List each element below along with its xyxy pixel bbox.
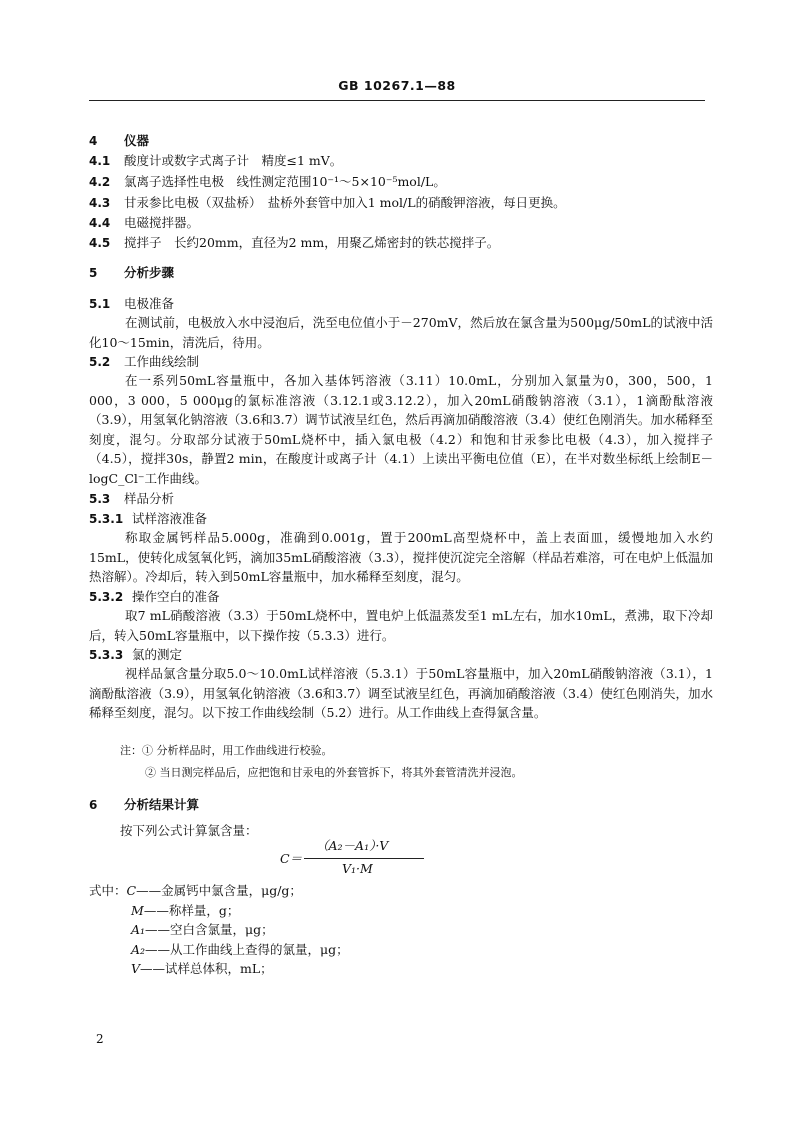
item-4-4: 4.4 电磁搅拌器。 <box>89 215 200 230</box>
section-5-3-1-text: 称取金属钙样品5.000g，准确到0.001g，置于200mL高型烧杯中，盖上表面皿，缓慢地加入水约15mL，使转化成氢氧化钙，滴加35mL硝酸溶液（3.3），搅拌使沉淀完全溶解（样品若难溶，可在电炉上低温加热溶解）。冷却后，转入到50mL容量瓶中，加水稀释至刻度，混匀。 <box>89 530 713 584</box>
section-5-3-2-heading: 5.3.2 操作空白的准备 <box>89 589 220 604</box>
page-number: 2 <box>96 1032 104 1046</box>
section-5-2-heading: 5.2 工作曲线绘制 <box>89 354 200 369</box>
section-5-1-text: 在测试前，电极放入水中浸泡后，洗至电位值小于－270mV，然后放在氯含量为500μg/50mL的试液中活化10～15min，清洗后，待用。 <box>89 315 713 350</box>
section-6-heading: 6 分析结果计算 <box>89 797 200 812</box>
item-4-1: 4.1 酸度计或数字式离子计 精度≤1 mV。 <box>89 153 343 168</box>
section-5-3-heading: 5.3 样品分析 <box>89 491 175 506</box>
formula-numerator: （A₂－A₁）·V <box>316 838 389 853</box>
section-5-3-2-text: 取7 mL硝酸溶液（3.3）于50mL烧杯中，置电炉上低温蒸发至1 mL左右，加水10mL，煮沸，取下冷却后，转入50mL容量瓶中，以下操作按（5.3.3）进行。 <box>89 608 713 643</box>
section-5-1-heading: 5.1 电极准备 <box>89 296 175 311</box>
definition-row: 式中：C——金属钙中氯含量，μg/g； <box>89 883 302 898</box>
note-1: 注：① 分析样品时，用工作曲线进行校验。 <box>120 744 333 757</box>
document-header: GB 10267.1—88 <box>338 78 456 93</box>
section-4-heading: 4 仪器 <box>89 133 150 148</box>
item-4-2: 4.2 氯离子选择性电极 线性测定范围10⁻¹～5×10⁻⁵mol/L。 <box>89 174 446 189</box>
section-5-2-text: 在一系列50mL容量瓶中，各加入基体钙溶液（3.11）10.0mL，分别加入氯量为0，300，500，1 000，3 000，5 000μg的氯标准溶液（3.12.1或3.12.2），加入20mL硝酸钠溶液（3.1），1滴酚酞溶液（3.9），用氢氧化钠溶液（3.6和3.7）调节试液呈红色，然后再滴加硝酸溶液（3.4）使红色刚消失。加水稀释至刻度，混匀。分取部分试液于50mL烧杯中，插入氯电极（4.2）和饱和甘汞参比电极（4.3），加入搅拌子（4.5），搅拌30s，静置2 min，在酸度计或离子计（4.1）上读出平衡电位值（E），在半对数坐标纸上绘制E－logC_Cl⁻工作曲线。 <box>89 373 713 486</box>
definition-row: M——称样量，g； <box>131 902 240 918</box>
definition-row: A₂——从工作曲线上查得的氯量，μg； <box>131 941 349 957</box>
fraction-bar <box>304 858 424 859</box>
symbol-definitions <box>89 881 349 979</box>
item-4-5: 4.5 搅拌子 长约20mm，直径为2 mm，用聚乙烯密封的铁芯搅拌子。 <box>89 235 500 250</box>
calc-intro: 按下列公式计算氯含量： <box>120 823 258 838</box>
item-4-3: 4.3 甘汞参比电极（双盐桥） 盐桥外套管中加入1 mol/L的硝酸钾溶液，每日更换。 <box>89 195 566 210</box>
definition-row: V——试样总体积，mL； <box>131 961 273 976</box>
section-5-3-3-heading: 5.3.3 氯的测定 <box>89 647 183 662</box>
section-5-heading: 5 分析步骤 <box>89 265 175 280</box>
definition-row: A₁——空白含氯量，μg； <box>131 922 274 937</box>
section-5-3-1-heading: 5.3.1 试样溶液准备 <box>89 511 208 526</box>
chlorine-formula <box>280 836 430 882</box>
note-2: ② 当日测完样品后，应把饱和甘汞电的外套管拆下，将其外套管清洗并浸泡。 <box>145 766 523 779</box>
section-5-3-3-text: 视样品氯含量分取5.0～10.0mL试样溶液（5.3.1）于50mL容量瓶中，加入20mL硝酸钠溶液（3.1），1滴酚酞溶液（3.9），用氢氧化钠溶液（3.6和3.7）调至试液呈红色，再滴加硝酸溶液（3.4）使红色刚消失，加水稀释至刻度，混匀。以下按工作曲线绘制（5.2）进行。从工作曲线上查得氯含量。 <box>89 666 713 720</box>
formula-lhs: C＝ <box>280 851 303 866</box>
formula-denominator: V₁·M <box>342 861 373 876</box>
header-rule <box>89 100 705 101</box>
